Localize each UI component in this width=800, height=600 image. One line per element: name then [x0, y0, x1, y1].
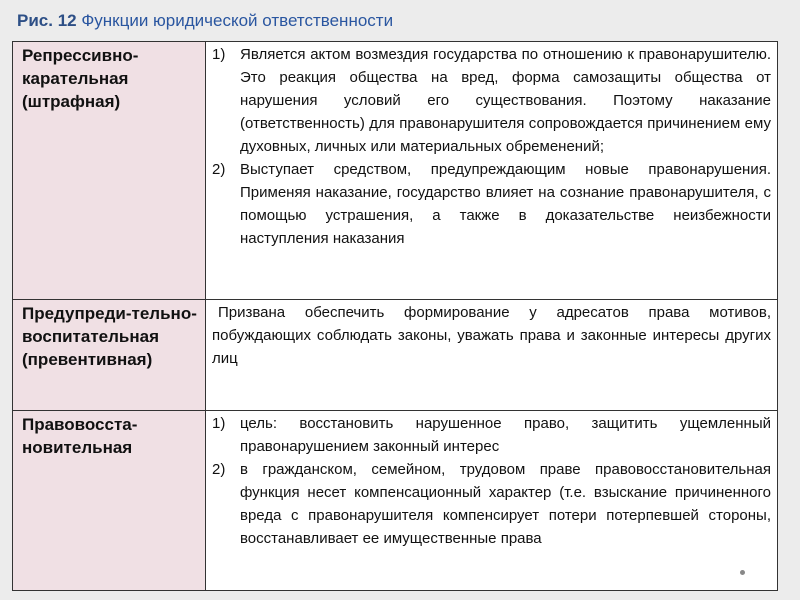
item-number: 2): [212, 461, 226, 478]
item-number: 1): [212, 46, 226, 63]
list-item: [212, 412, 771, 458]
item-text: Является актом возмездия государства по отношению к правонарушителю. Это реакция общества на вред, форма самозащиты общества от нарушения условий его существования. Поэтому наказание (ответственность) для правонарушителя сопровождается причинением ему духовных, личных или материальных обременений;: [240, 46, 771, 155]
table-row: [13, 300, 778, 411]
table-row: [13, 42, 778, 300]
function-name-preventive: Предупреди-тельно-воспитательная (превентивная): [13, 300, 206, 411]
function-description-repressive: [206, 42, 778, 300]
slide-marker-dot: [740, 570, 745, 575]
function-description-preventive: [206, 300, 778, 411]
function-name-restorative: Правовосста-новительная: [13, 411, 206, 591]
list-item: [212, 43, 771, 158]
item-text: в гражданском, семейном, трудовом праве правовосстановительная функция несет компенсационный характер (т.е. взыскание причиненного вреда с правонарушителя компенсирует потери потерпевшей стороны, восстанавливает ее имущественные права: [240, 461, 771, 547]
item-number: 2): [212, 161, 226, 178]
item-text: цель: восстановить нарушенное право, защитить ущемленный правонарушением законный интерес: [240, 415, 771, 455]
description-text: Призвана обеспечить формирование у адресатов права мотивов, побуждающих соблюдать законы, уважать права и законные интересы других лиц: [212, 304, 771, 367]
functions-table: [12, 41, 778, 591]
item-number: 1): [212, 415, 226, 432]
list-item: [212, 158, 771, 250]
function-description-restorative: [206, 411, 778, 591]
list-item: [212, 458, 771, 550]
page-title: [17, 11, 393, 31]
function-name-repressive: Репрессивно-карательная (штрафная): [13, 42, 206, 300]
figure-label: Рис. 12: [17, 11, 77, 30]
figure-caption: Функции юридической ответственности: [81, 11, 394, 30]
item-text: Выступает средством, предупреждающим новые правонарушения. Применяя наказание, государство влияет на сознание правонарушителя, с помощью устрашения, а также в доказательстве неизбежности наступления наказания: [240, 161, 771, 247]
table-row: [13, 411, 778, 591]
